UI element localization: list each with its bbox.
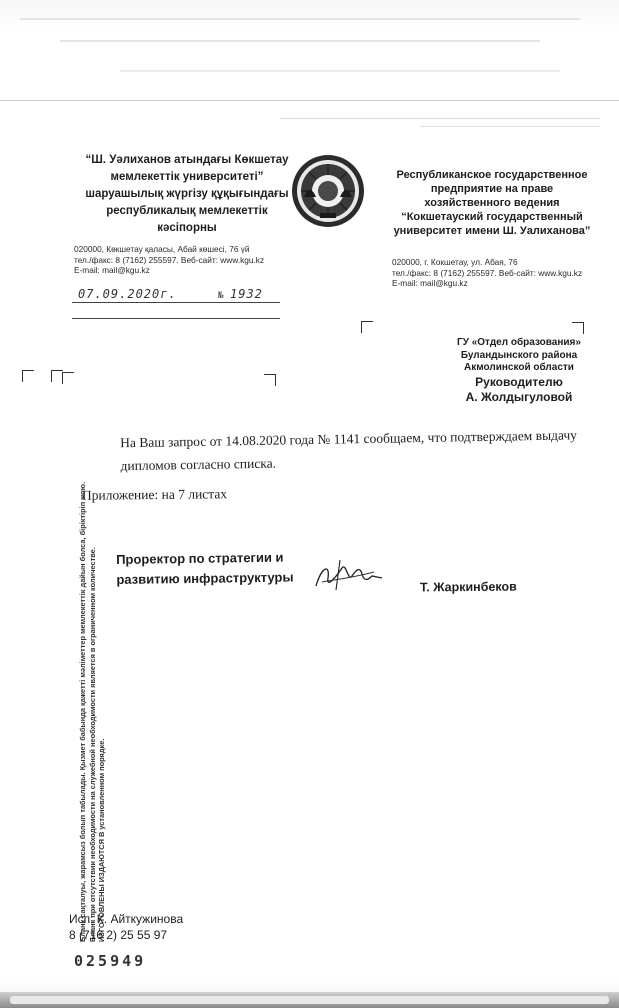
scan-artifact-line xyxy=(280,118,600,119)
registration-underline-2 xyxy=(72,318,280,319)
ru-email: E-mail: mail@kgu.kz xyxy=(392,278,468,288)
address-corner-mark xyxy=(572,322,584,334)
side-notice-line3: ИЗГОТОВЛЕНЫ ИЗДАЮТСЯ В установленном порядке. xyxy=(97,738,106,942)
executor-name: Исп: К. Айткужинова xyxy=(69,912,184,926)
kz-phone: тел./факс: 8 (7162) 255597. Веб-сайт: www.kgu.kz xyxy=(74,254,265,265)
scan-edge-line xyxy=(0,100,619,101)
handwritten-signature xyxy=(312,556,384,596)
attachment-note: Приложение: на 7 листах xyxy=(81,486,228,503)
scan-bottom-edge xyxy=(0,992,619,1008)
side-notice xyxy=(78,442,118,942)
letterhead-kz-name: “Ш. Уәлиханов атындағы Көкшетау мемлекеттік университеті” шаруашылық жүргізу құқығындағы республикалық мемлекеттік кәсіпорны xyxy=(85,154,289,234)
signatory-name: Т. Жаркинбеков xyxy=(419,579,517,595)
letterhead-kz-contacts xyxy=(74,244,274,276)
registration-date: 07.09.2020г. xyxy=(78,287,177,301)
signatory-title-line1: Проректор по стратегии и xyxy=(116,549,284,567)
letter-body xyxy=(80,423,591,478)
scan-artifact-line xyxy=(420,126,600,127)
executor-phone: 8 (716 2) 25 55 97 xyxy=(69,928,168,942)
kz-address: 020000, Көкшетау қаласы, Абай көшесі, 76 үй xyxy=(74,244,250,254)
signatory-title xyxy=(116,547,317,590)
letterhead-ru-contacts xyxy=(392,257,592,289)
body-paragraph: На Ваш запрос от 14.08.2020 года № 1141 сообщаем, что подтверждаем выдачу дипломов согласно списка. xyxy=(120,427,578,474)
addressee-district: Буландынского района xyxy=(460,349,578,361)
registration-underline xyxy=(72,302,280,303)
side-notice-line1: Бланк сақталуы, жарамсыз болып табылады. Қызмет бабында қажетті мәліметтер мемлекеттік дайын болса, біріктіріп жою. xyxy=(78,481,87,942)
side-notice-line2: Бланк при отсутствии необходимости на служебной необходимости является в ограниченном количестве. xyxy=(87,547,97,942)
addressee-region: Акмолинской области xyxy=(464,362,574,373)
fold-corner-mark xyxy=(264,374,276,386)
addressee-org: ГУ «Отдел образования» xyxy=(457,337,581,348)
registration-number: 1932 xyxy=(230,287,263,301)
form-serial-number: 025949 xyxy=(74,952,147,970)
letterhead-ru-name: Республиканское государственное предприятие на праве хозяйственного ведения “Кокшетауский государственный университет имени Ш. Уалиханова” xyxy=(393,169,591,237)
scan-top-strip xyxy=(0,0,619,100)
executor-block xyxy=(69,911,183,943)
kz-email: E-mail: mail@kgu.kz xyxy=(74,265,150,275)
fold-corner-mark xyxy=(22,370,34,382)
ru-address: 020000, г. Кокшетау, ул. Абая, 76 xyxy=(392,257,518,267)
ru-phone: тел./факс: 8 (7162) 255597. Веб-сайт: www.kgu.kz xyxy=(392,267,583,278)
registration-number-label: № xyxy=(218,291,224,301)
address-corner-mark xyxy=(361,321,373,333)
fold-corner-mark xyxy=(62,372,74,384)
addressee-person: А. Жолдыгуловой xyxy=(465,389,573,404)
signatory-title-line2: развитию инфраструктуры xyxy=(116,569,294,587)
addressee-position: Руководителю xyxy=(475,374,563,389)
addressee-block xyxy=(444,337,594,405)
state-emblem-icon xyxy=(290,153,366,229)
